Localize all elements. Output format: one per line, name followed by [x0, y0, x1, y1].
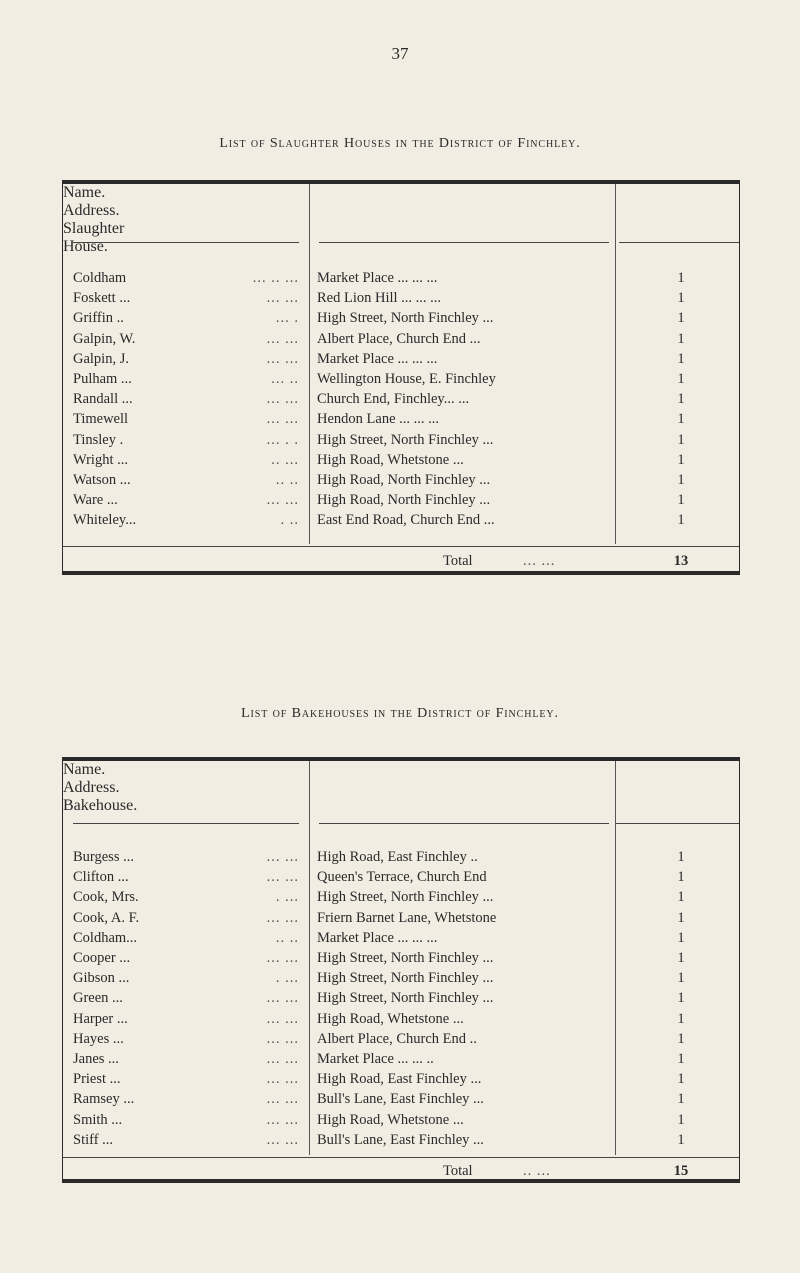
row-address: Red Lion Hill ... ... ... — [317, 290, 442, 307]
row-leader-dots: ... ... — [266, 1071, 299, 1088]
row-count: 1 — [677, 1051, 685, 1067]
row-address: Church End, Finchley... ... — [317, 391, 470, 408]
row-name: Smith ... — [73, 1111, 123, 1128]
table-row — [63, 470, 739, 490]
table-row — [63, 490, 739, 510]
row-leader-dots: ... ... — [266, 350, 299, 367]
row-address: High Road, Whetstone ... — [317, 1010, 464, 1027]
row-leader-dots: ... ... — [266, 990, 299, 1007]
row-name: Cook, Mrs. — [73, 889, 139, 906]
row-count: 1 — [677, 472, 685, 488]
row-leader-dots: ... ... — [266, 909, 299, 926]
table-row — [63, 948, 739, 968]
table-row — [63, 1029, 739, 1049]
row-leader-dots: . .. — [280, 512, 299, 529]
row-name: Cooper ... — [73, 950, 131, 966]
row-leader-dots: ... ... — [266, 950, 299, 966]
row-name: Ware ... — [73, 492, 118, 509]
row-leader-dots: ... ... — [266, 330, 299, 347]
table-row — [63, 329, 739, 349]
header-rule — [619, 242, 739, 243]
row-address: High Street, North Finchley ... — [317, 990, 494, 1007]
row-name: Whiteley... — [73, 512, 137, 529]
table-row — [63, 349, 739, 369]
row-address: Hendon Lane ... ... ... — [317, 411, 440, 428]
table-row — [63, 1110, 739, 1130]
table-row — [63, 1089, 739, 1109]
row-leader-dots: ... .. — [271, 371, 299, 387]
total-leader-dots: ... ... — [523, 553, 556, 569]
table-row — [63, 1009, 739, 1029]
table-row — [63, 369, 739, 389]
row-count: 1 — [677, 512, 685, 529]
bakehouses-table — [62, 757, 740, 1183]
row-name: Burgess ... — [73, 849, 134, 865]
row-leader-dots: ... ... — [266, 849, 299, 865]
slaughter-houses-table — [62, 180, 740, 575]
table-row — [63, 268, 739, 288]
total-row — [63, 1160, 739, 1182]
row-name: Pulham ... — [73, 371, 132, 387]
row-leader-dots: ... . . — [266, 431, 299, 448]
row-address: Market Place ... ... .. — [317, 1051, 434, 1067]
row-address: High Street, North Finchley ... — [317, 889, 494, 906]
row-address: Market Place ... ... ... — [317, 929, 438, 946]
row-address: High Road, East Finchley .. — [317, 849, 478, 865]
row-count: 1 — [677, 371, 685, 387]
row-name: Tinsley . — [73, 431, 124, 448]
row-leader-dots: ... ... — [266, 1091, 299, 1108]
row-count: 1 — [677, 1111, 685, 1128]
table-row — [63, 308, 739, 328]
table-row — [63, 968, 739, 988]
row-name: Janes ... — [73, 1051, 119, 1067]
row-count: 1 — [677, 391, 685, 408]
table-row — [63, 1049, 739, 1069]
table-row — [63, 928, 739, 948]
header-rule — [73, 823, 299, 824]
row-count: 1 — [677, 869, 685, 886]
row-count: 1 — [677, 950, 685, 966]
header-rule — [319, 823, 609, 824]
table-row — [63, 288, 739, 308]
row-leader-dots: ... ... — [266, 1030, 299, 1047]
total-label: Total — [443, 1163, 473, 1179]
row-address: Friern Barnet Lane, Whetstone — [317, 909, 497, 926]
header-rule — [615, 823, 739, 824]
row-name: Cook, A. F. — [73, 909, 140, 926]
row-leader-dots: ... ... — [266, 1131, 299, 1148]
row-name: Wright ... — [73, 451, 128, 468]
slaughter-table-title: List of Slaughter Houses in the District of Finchley. — [219, 136, 581, 151]
total-leader-dots: .. ... — [523, 1163, 551, 1179]
table-row — [63, 510, 739, 530]
total-rule — [63, 546, 739, 547]
table-row — [63, 908, 739, 928]
row-leader-dots: ... ... — [266, 869, 299, 886]
row-count: 1 — [677, 350, 685, 367]
table-row — [63, 1130, 739, 1150]
row-address: Albert Place, Church End .. — [317, 1030, 477, 1047]
address-header: Address. — [63, 779, 120, 796]
row-count: 1 — [677, 290, 685, 307]
total-row — [63, 550, 739, 572]
table-row — [63, 988, 739, 1008]
row-leader-dots: ... ... — [266, 1111, 299, 1128]
row-count: 1 — [677, 310, 685, 327]
row-leader-dots: . ... — [275, 889, 299, 906]
row-name: Griffin .. — [73, 310, 124, 327]
row-count: 1 — [677, 1091, 685, 1108]
row-count: 1 — [677, 492, 685, 509]
row-name: Watson ... — [73, 472, 131, 488]
row-address: Wellington House, E. Finchley — [317, 371, 496, 387]
row-leader-dots: .. .. — [275, 472, 299, 488]
total-rule — [63, 1157, 739, 1158]
row-address: High Street, North Finchley ... — [317, 431, 494, 448]
row-address: Bull's Lane, East Finchley ... — [317, 1091, 484, 1108]
row-count: 1 — [677, 1131, 685, 1148]
row-leader-dots: ... ... — [266, 492, 299, 509]
row-name: Green ... — [73, 990, 123, 1007]
row-leader-dots: . ... — [275, 970, 299, 987]
row-count: 1 — [677, 270, 685, 286]
bakehouse-table-title: List of Bakehouses in the District of Finchley. — [241, 706, 559, 721]
table-row — [63, 887, 739, 907]
table-row — [63, 847, 739, 867]
row-name: Galpin, W. — [73, 330, 136, 347]
row-address: Market Place ... ... ... — [317, 270, 438, 286]
row-count: 1 — [677, 990, 685, 1007]
row-count: 1 — [677, 1071, 685, 1088]
row-count: 1 — [677, 411, 685, 428]
page-number: 37 — [391, 44, 409, 63]
row-name: Hayes ... — [73, 1030, 124, 1047]
row-leader-dots: ... ... — [266, 391, 299, 408]
row-address: High Street, North Finchley ... — [317, 950, 494, 966]
table-row — [63, 450, 739, 470]
row-name: Timewell — [73, 411, 129, 428]
row-address: High Street, North Finchley ... — [317, 970, 494, 987]
row-name: Galpin, J. — [73, 350, 129, 367]
row-address: Queen's Terrace, Church End — [317, 869, 487, 886]
row-count: 1 — [677, 451, 685, 468]
row-leader-dots: ... ... — [266, 290, 299, 307]
row-name: Priest ... — [73, 1071, 121, 1088]
row-leader-dots: ... ... — [266, 1010, 299, 1027]
row-count: 1 — [677, 1010, 685, 1027]
row-leader-dots: ... ... — [266, 411, 299, 428]
row-name: Foskett ... — [73, 290, 131, 307]
row-name: Coldham — [73, 270, 127, 286]
table-row — [63, 1069, 739, 1089]
row-address: Albert Place, Church End ... — [317, 330, 481, 347]
row-count: 1 — [677, 849, 685, 865]
row-count: 1 — [677, 909, 685, 926]
total-value: 15 — [673, 1163, 689, 1179]
row-count: 1 — [677, 1030, 685, 1047]
row-leader-dots: .. .. — [275, 929, 299, 946]
row-name: Harper ... — [73, 1010, 128, 1027]
row-name: Gibson ... — [73, 970, 130, 987]
row-leader-dots: ... . — [275, 310, 299, 327]
table-row — [63, 389, 739, 409]
row-count: 1 — [677, 330, 685, 347]
total-value: 13 — [673, 553, 689, 569]
total-label: Total — [443, 553, 473, 569]
row-address: East End Road, Church End ... — [317, 512, 495, 529]
row-name: Coldham... — [73, 929, 138, 946]
row-address: High Road, East Finchley ... — [317, 1071, 482, 1088]
row-count: 1 — [677, 889, 685, 906]
name-header: Name. — [63, 761, 106, 778]
row-count: 1 — [677, 929, 685, 946]
row-name: Clifton ... — [73, 869, 129, 886]
table-row — [63, 867, 739, 887]
row-name: Stiff ... — [73, 1131, 114, 1148]
table-row — [63, 430, 739, 450]
row-name: Ramsey ... — [73, 1091, 135, 1108]
row-address: Bull's Lane, East Finchley ... — [317, 1131, 484, 1148]
count-header: Bakehouse. — [63, 797, 138, 814]
table-row — [63, 409, 739, 429]
header-rule — [319, 242, 609, 243]
row-address: Market Place ... ... ... — [317, 350, 438, 367]
name-header: Name. — [63, 184, 106, 201]
row-name: Randall ... — [73, 391, 133, 408]
row-address: High Road, Whetstone ... — [317, 451, 464, 468]
row-leader-dots: ... ... — [266, 1051, 299, 1067]
count-header: Slaughter House. — [63, 220, 125, 255]
row-count: 1 — [677, 970, 685, 987]
address-header: Address. — [63, 202, 120, 219]
row-address: High Street, North Finchley ... — [317, 310, 494, 327]
row-address: High Road, North Finchley ... — [317, 492, 491, 509]
row-leader-dots: .. ... — [271, 451, 299, 468]
row-address: High Road, Whetstone ... — [317, 1111, 464, 1128]
row-count: 1 — [677, 431, 685, 448]
row-address: High Road, North Finchley ... — [317, 472, 491, 488]
header-rule — [73, 242, 299, 243]
row-leader-dots: ... .. ... — [252, 270, 299, 286]
